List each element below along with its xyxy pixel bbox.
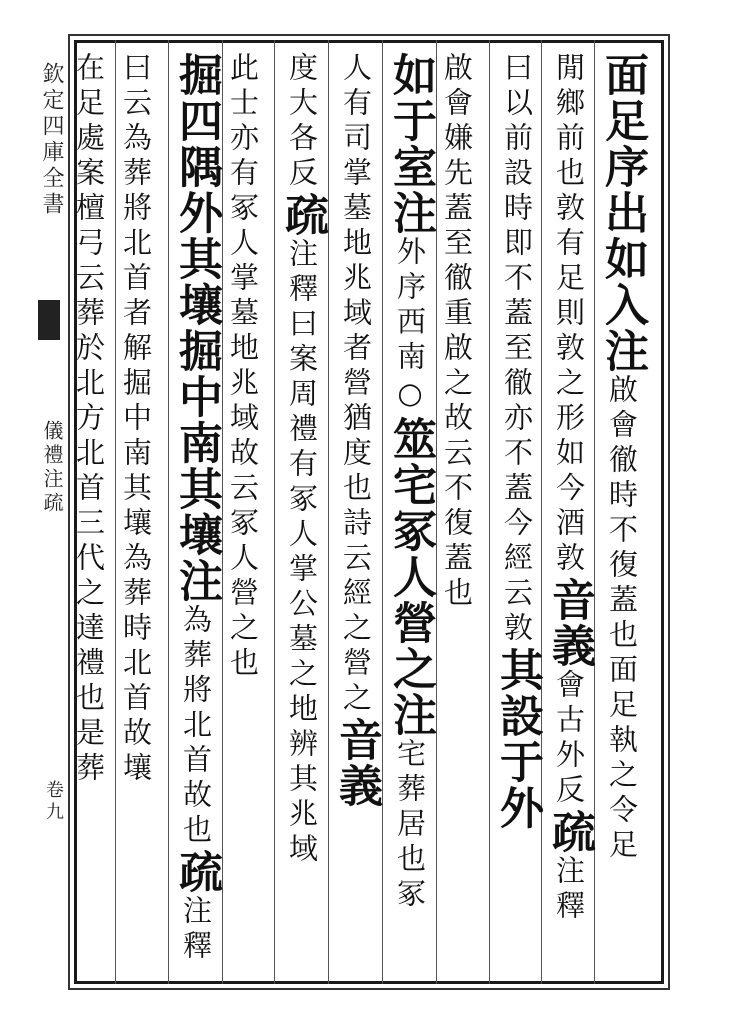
text-column [277,52,328,868]
commentary-segment: 為葬將北首故也 [179,604,213,849]
commentary-segment: 宅葬居也冢 [393,738,427,913]
commentary-segment: 曰以前設時即不蓋至徹亦不蓋今經云敦 [500,52,534,647]
main-text-segment: 音義 [544,577,595,669]
column-rule [115,40,116,984]
main-text-segment: 面足序出如入 [597,52,648,328]
column-rule [328,40,329,984]
commentary-segment: 注釋 [179,895,213,965]
column-rule [382,40,383,984]
text-column [171,52,222,965]
main-text-segment: 如于室 [385,52,436,190]
main-text-segment: 注 [597,328,648,374]
main-text-segment: 掘四隅外其壤掘中南其壤 [171,52,222,558]
commentary-segment: 在足處案檀弓云葬於北方北首三代之達禮也是葬 [72,52,106,787]
main-text-segment: 注 [385,190,436,236]
commentary-segment: 度大各反 [285,52,319,192]
main-text-segment: 音義 [331,717,382,809]
main-text-segment: 疏 [277,192,328,238]
commentary-segment: 人有司掌墓地兆域者營猶度也詩云經之營之 [339,52,373,717]
fishtail-mark [38,300,60,340]
main-text-segment: 疏 [544,809,595,855]
column-rule [541,40,542,984]
text-column [544,52,595,925]
main-text-segment: 筮宅冢人營之 [385,416,436,692]
commentary-segment: 會古外反 [552,669,586,809]
commentary-segment: 注釋 [552,855,586,925]
main-text-segment: 疏 [171,849,222,895]
commentary-segment: 閒鄉前也敦有足則敦之形如今酒敦 [552,52,586,577]
column-rule [274,40,275,984]
text-column [226,52,260,682]
column-rule [489,40,490,984]
text-column [440,52,474,612]
column-rule [436,40,437,984]
commentary-segment: 注釋曰案周禮有冢人掌公墓之地辨其兆域 [285,238,319,868]
margin-book-title: 儀禮注疏 [40,420,64,516]
commentary-segment: 此士亦有冢人掌墓地兆域故云冢人營之也 [226,52,260,682]
text-column [597,52,648,864]
text-column [385,52,436,913]
commentary-segment: 啟會徹時不復蓋也面足執之令足 [605,374,639,864]
main-text-segment: 注 [385,692,436,738]
text-column [492,52,543,831]
margin-collection-title: 欽定四庫全書 [39,62,64,218]
text-column [72,52,106,787]
commentary-segment: 外序西南○ [393,236,427,416]
text-column [331,52,382,809]
column-rule [168,40,169,984]
main-text-segment: 注 [171,558,222,604]
column-rule [222,40,223,984]
text-column [119,52,153,787]
commentary-segment: 啟會嫌先蓋至徹重啟之故云不復蓋也 [440,52,474,612]
commentary-segment: 曰云為葬將北首者解掘中南其壤為葬時北首故壤 [119,52,153,787]
margin-leaf-number: 卷九 [43,780,64,824]
main-text-segment: 其設于外 [492,647,543,831]
